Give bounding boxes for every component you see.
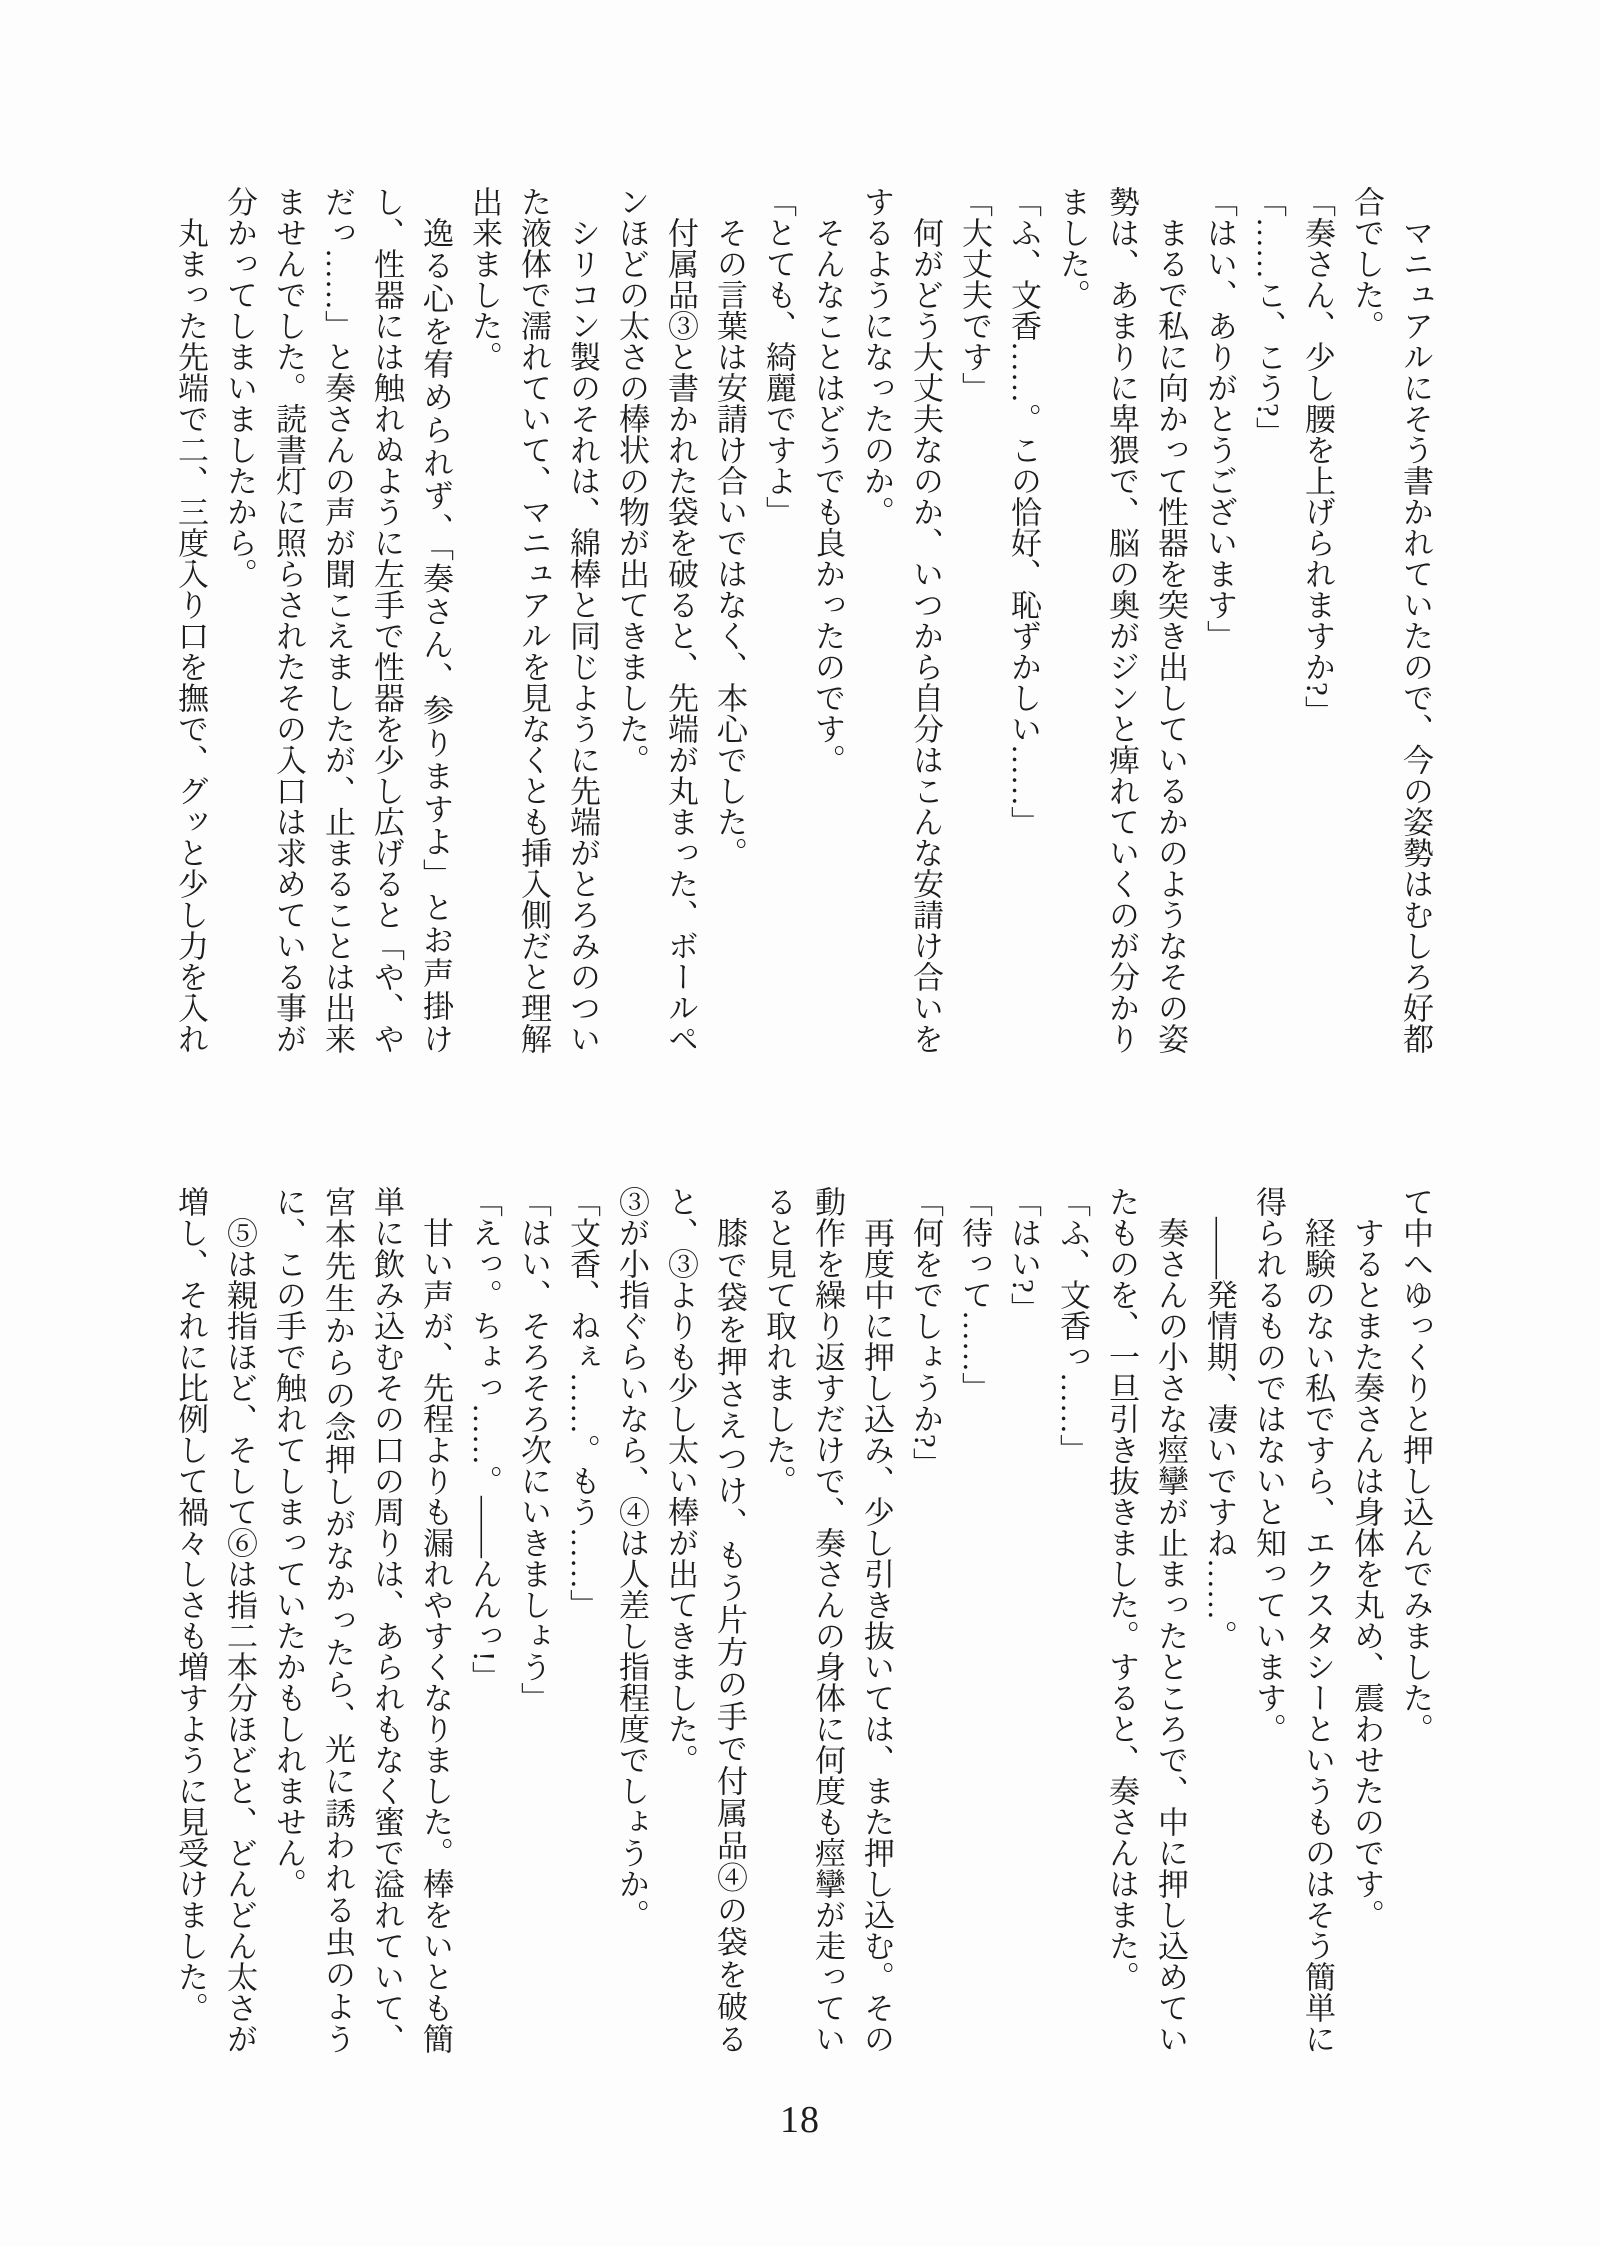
paragraph: 丸まった先端で二、三度入り口を撫で、グッと少し力を入れ (173, 217, 208, 1054)
paragraph: 「はい、そろそろ次にいきましょう」 (516, 1186, 551, 1713)
paragraph: 「ふ、文香っ……」 (1055, 1186, 1090, 1465)
page-number: 18 (780, 2099, 820, 2141)
paragraph: 経験のない私ですら、エクスタシーというものはそう簡単に得られるものではないと知っています。 (1251, 1186, 1335, 2054)
paragraph: て中へゆっくりと押し込んでみました。 (1398, 1186, 1433, 1744)
paragraph: 「ふ、文香……。この恰好、恥ずかしい……」 (1006, 186, 1041, 837)
paragraph: するとまた奏さんは身体を丸め、震わせたのです。 (1349, 1217, 1384, 1930)
paragraph: 逸る心を宥められず、「奏さん、参りますよ」とお声掛けし、性器には触れぬように左手で性器を少し広げると「や、やだっ……」と奏さんの声が聞こえましたが、止まることは出来ませんでした。読書灯に照らされたその入口は求めている事が分かってしまいましたから。 (222, 186, 453, 1054)
paragraph: まるで私に向かって性器を突き出しているかのようなその姿勢は、あまりに卑猥で、脳の奥がジンと痺れていくのが分かりました。 (1055, 186, 1188, 1054)
paragraph: 「奏さん、少し腰を上げられますか?」 (1300, 186, 1335, 727)
paragraph: ⑤は親指ほど、そして⑥は指二本分ほどと、どんどん太さが増し、それに比例して禍々しさも増すように見受けました。 (173, 1186, 257, 2054)
paragraph: ③が小指ぐらいなら、④は人差し指程度でしょうか。 (614, 1186, 649, 1930)
paragraph: 再度中に押し込み、少し引き抜いては、また押し込む。その動作を繰り返すだけで、奏さんの身体に何度も痙攣が走っていると見て取れました。 (761, 1186, 894, 2054)
paragraph: 「……こ、こう?」 (1251, 186, 1286, 448)
paragraph: 付属品③と書かれた袋を破ると、先端が丸まった、ボールペンほどの太さの棒状の物が出てきました。 (614, 186, 698, 1054)
paragraph: 甘い声が、先程よりも漏れやすくなりました。棒をいとも簡単に飲み込むその口の周りは、あられもなく蜜で溢れていて、宮本先生からの念押しがなかったら、光に誘われる虫のように、この手で触れてしまっていたかもしれません。 (271, 1186, 453, 2055)
lower-text-block (166, 1186, 1440, 2054)
paragraph: 「待って……」 (957, 1186, 992, 1403)
paragraph: 「大丈夫です」 (957, 186, 992, 403)
paragraph: 「はい、ありがとうございます」 (1202, 186, 1237, 651)
paragraph: ――発情期、凄いですね……。 (1202, 1217, 1237, 1651)
paragraph: そんなことはどうでも良かったのです。 (810, 217, 845, 775)
paragraph: 「とても、綺麗ですよ」 (761, 186, 796, 527)
paragraph: シリコン製のそれは、綿棒と同じように先端がとろみのついた液体で濡れていて、マニュアルを見なくとも挿入側だと理解出来ました。 (467, 186, 600, 1054)
upper-text-block (166, 186, 1440, 1054)
paragraph: 「文香、ねぇ……。もう……」 (565, 1186, 600, 1620)
paragraph: 膝で袋を押さえつけ、もう片方の手で付属品④の袋を破ると、③よりも少し太い棒が出てきました。 (663, 1186, 747, 2054)
paragraph: 「何をでしょうか?」 (908, 1186, 943, 1479)
paragraph: その言葉は安請け合いではなく、本心でした。 (712, 217, 747, 868)
paragraph: 奏さんの小さな痙攣が止まったところで、中に押し込めていたものを、一旦引き抜きました。すると、奏さんはまた。 (1104, 1186, 1188, 2054)
paragraph: 何がどう大丈夫なのか、いつから自分はこんな安請け合いをするようになったのか。 (859, 186, 943, 1054)
paragraph: 「はい?」 (1006, 1186, 1041, 1324)
paragraph: 「えっ。ちょっ……。――んんっ!」 (467, 1186, 502, 1693)
paragraph: マニュアルにそう書かれていたので、今の姿勢はむしろ好都合でした。 (1349, 186, 1433, 1054)
